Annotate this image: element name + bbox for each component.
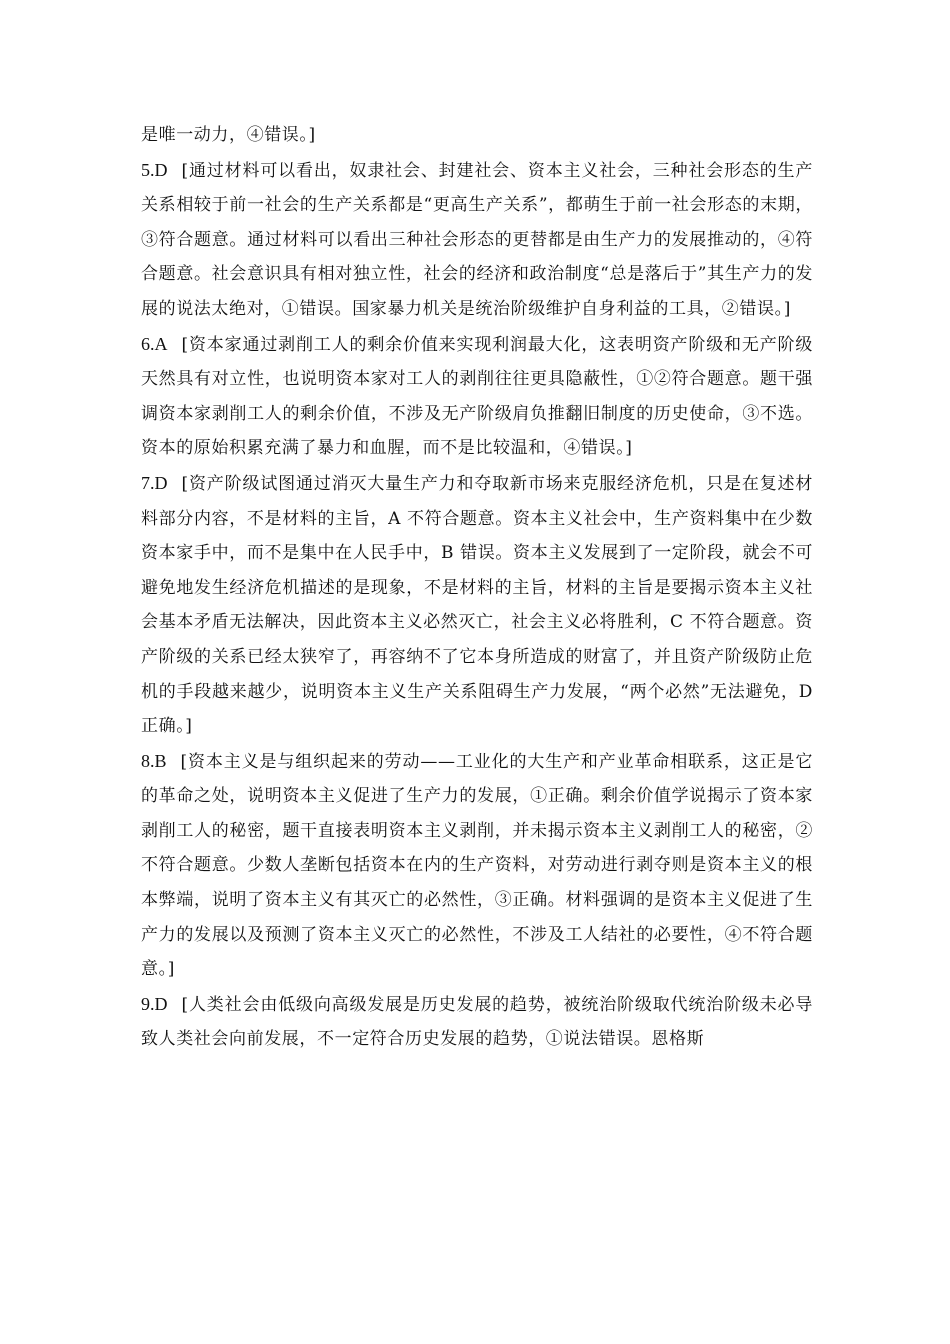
answer-label: 7.D — [141, 472, 168, 493]
answer-item-5 — [141, 153, 813, 327]
answer-explanations — [141, 118, 813, 1057]
answer-label: 5.D — [141, 159, 168, 180]
answer-item-8 — [141, 744, 813, 987]
answer-explanation: [通过材料可以看出，奴隶社会、封建社会、资本主义社会，三种社会形态的生产关系相较于前一社会的生产关系都是“更高生产关系”，都萌生于前一社会形态的末期，③符合题意。通过材料可以看出三种社会形态的更替都是由生产力的发展推动的，④符合题意。社会意识具有相对独立性，社会的经济和政治制度“总是落后于”其生产力的发展的说法太绝对，①错误。国家暴力机关是统治阶级维护自身利益的工具，②错误。] — [141, 160, 813, 319]
answer-item-7 — [141, 466, 813, 744]
answer-label: 9.D — [141, 993, 168, 1014]
answer-item-6 — [141, 327, 813, 466]
paragraph-text: 是唯一动力，④错误。] — [141, 125, 316, 145]
answer-explanation: [人类社会由低级向高级发展是历史发展的趋势，被统治阶级取代统治阶级未必导致人类社会向前发展，不一定符合历史发展的趋势，①说法错误。恩格斯 — [141, 994, 813, 1050]
answer-item-9 — [141, 987, 813, 1057]
answer-label: 6.A — [141, 333, 168, 354]
answer-explanation: [资本主义是与组织起来的劳动——工业化的大生产和产业革命相联系，这正是它的革命之处，说明资本主义促进了生产力的发展，①正确。剩余价值学说揭示了资本家剥削工人的秘密，题干直接表明资本主义剥削，并未揭示资本主义剥削工人的秘密，②不符合题意。少数人垄断包括资本在内的生产资料，对劳动进行剥夺则是资本主义的根本弊端，说明了资本主义有其灭亡的必然性，③正确。材料强调的是资本主义促进了生产力的发展以及预测了资本主义灭亡的必然性，不涉及工人结社的必要性，④不符合题意。] — [141, 751, 813, 980]
answer-label: 8.B — [141, 750, 167, 771]
answer-explanation: [资产阶级试图通过消灭大量生产力和夺取新市场来克服经济危机，只是在复述材料部分内容，不是材料的主旨，A 不符合题意。资本主义社会中，生产资料集中在少数资本家手中，而不是集中在人民手中，B 错误。资本主义发展到了一定阶段，就会不可避免地发生经济危机描述的是现象，不是材料的主旨，材料的主旨是要揭示资本主义社会基本矛盾无法解决，因此资本主义必然灭亡，社会主义必将胜利，C 不符合题意。资产阶级的关系已经太狭窄了，再容纳不了它本身所造成的财富了，并且资产阶级防止危机的手段越来越少，说明资本主义生产关系阻碍生产力发展，“两个必然”无法避免，D 正确。] — [141, 473, 813, 737]
answer-explanation: [资本家通过剥削工人的剩余价值来实现利润最大化，这表明资产阶级和无产阶级天然具有对立性，也说明资本家对工人的剥削往往更具隐蔽性，①②符合题意。题干强调资本家剥削工人的剩余价值，不涉及无产阶级肩负推翻旧制度的历史使命，③不选。资本的原始积累充满了暴力和血腥，而不是比较温和，④错误。] — [141, 334, 813, 459]
continuation-paragraph — [141, 118, 813, 153]
